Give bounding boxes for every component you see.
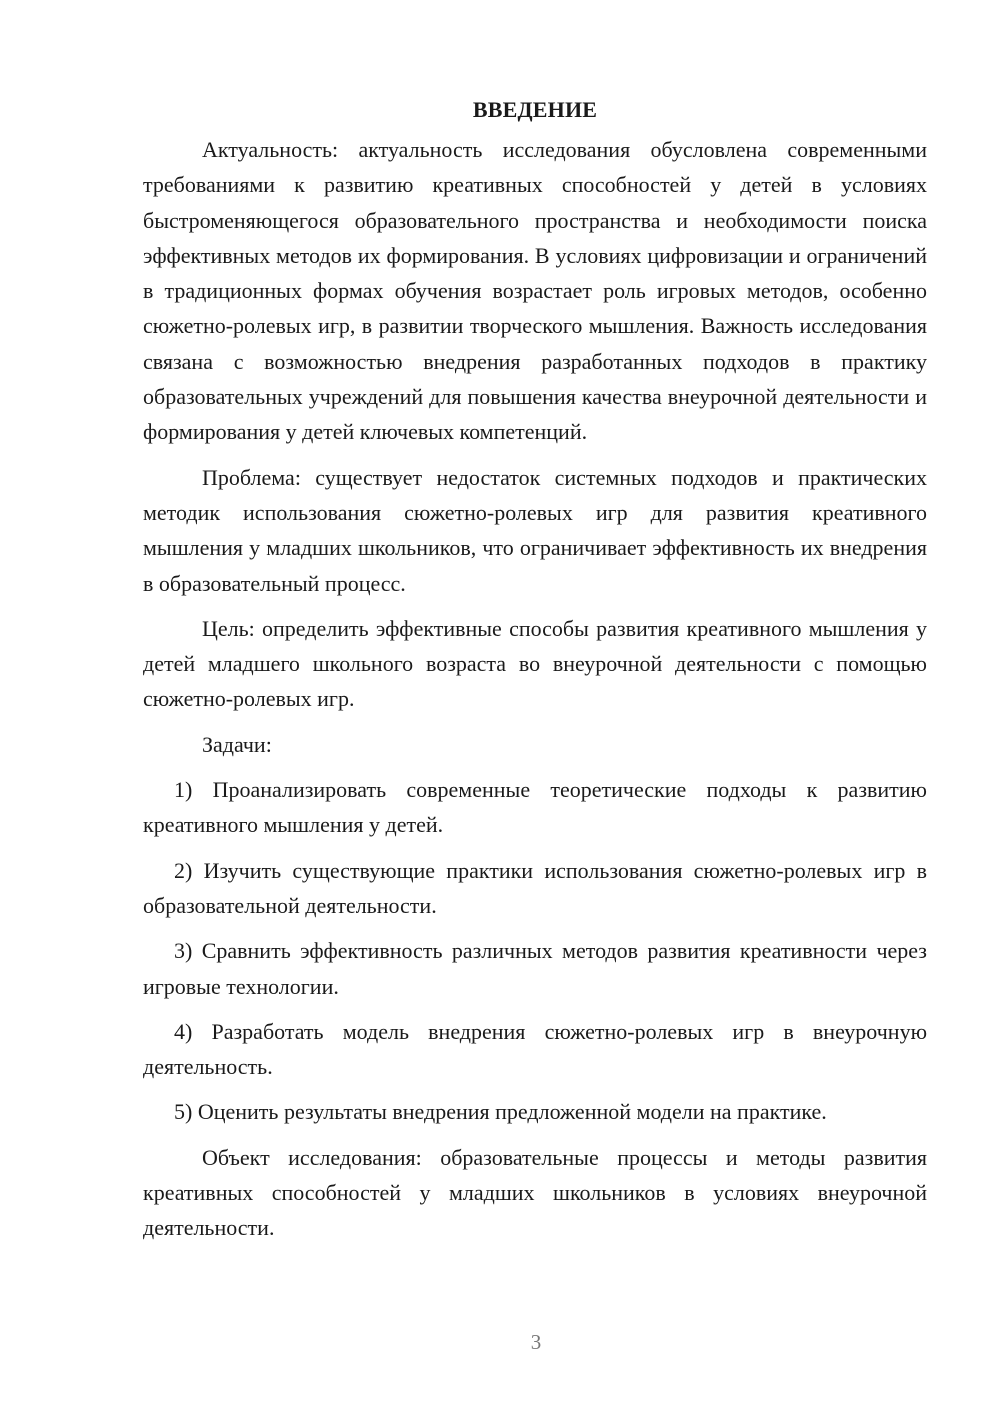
tasks-label: Задачи:	[202, 731, 272, 757]
section-heading: ВВЕДЕНИЕ	[472, 97, 598, 122]
paragraph-relevance: Актуальность: актуальность исследования обусловлена современными требованиями к развитию креативных способностей у детей в условиях быстроменяющегося образовательного пространства и необходимости поиска эффективных методов их формирования. В условиях цифровизации и ограничений в традиционных формах обучения возрастает роль игровых методов, особенно сюжетно-ролевых игр, в развитии творческого мышления. Важность исследования связана с возможностью внедрения разработанных подходов в практику образовательных учреждений для повышения качества внеурочной деятельности и формирования у детей ключевых компетенций.	[143, 137, 927, 445]
document-page	[143, 92, 927, 1246]
page-number: 3	[530, 1330, 542, 1354]
task-item: 2) Изучить существующие практики использования сюжетно-ролевых игр в образовательной деятельности.	[143, 857, 927, 918]
task-item: 3) Сравнить эффективность различных методов развития креативности через игровые технологии.	[143, 938, 927, 999]
task-item: 5) Оценить результаты внедрения предложенной модели на практике.	[174, 1099, 827, 1125]
paragraph-problem: Проблема: существует недостаток системных подходов и практических методик использования сюжетно-ролевых игр для развития креативного мышления у младших школьников, что ограничивает эффективность их внедрения в образовательный процесс.	[143, 464, 927, 596]
task-item: 4) Разработать модель внедрения сюжетно-ролевых игр в внеурочную деятельность.	[143, 1018, 927, 1080]
paragraph-goal: Цель: определить эффективные способы развития креативного мышления у детей младшего школьного возраста во внеурочной деятельности с помощью сюжетно-ролевых игр.	[143, 615, 927, 712]
task-item: 1) Проанализировать современные теоретические подходы к развитию креативного мышления у детей.	[143, 777, 927, 838]
paragraph-object: Объект исследования: образовательные процессы и методы развития креативных способностей у младших школьников в условиях внеурочной деятельности.	[143, 1144, 927, 1241]
